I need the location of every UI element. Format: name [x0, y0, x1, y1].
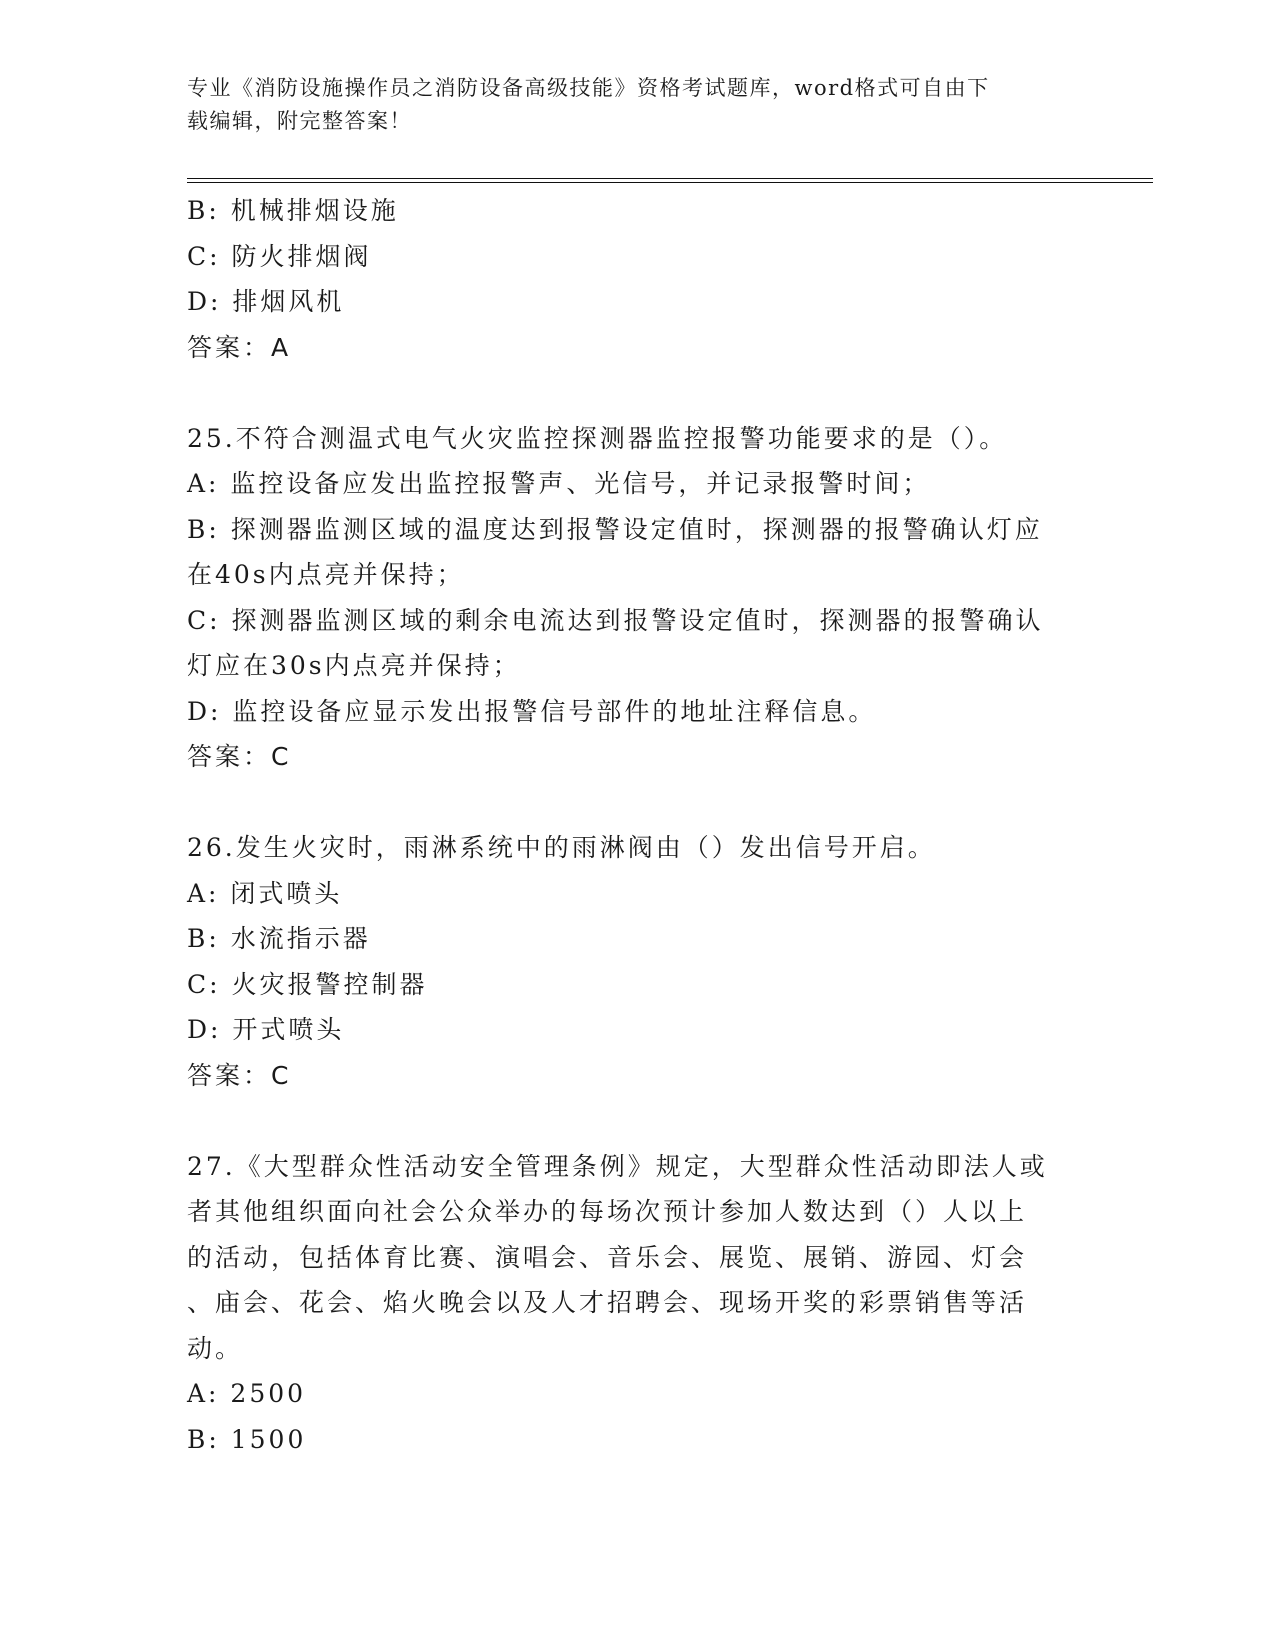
- q26-option-b: B: 水流指示器: [187, 924, 371, 953]
- spacer: [187, 780, 1077, 826]
- q26-answer: 答案：C: [187, 1060, 292, 1090]
- q27-stem-line-5: 动。: [187, 1333, 244, 1363]
- question-25: [187, 416, 1077, 780]
- q25-option-c-line-2: 灯应在30s内点亮并保持；: [187, 651, 521, 680]
- q27-stem-line-2: 者其他组织面向社会公众举办的每场次预计参加人数达到（）人以上: [187, 1197, 1028, 1226]
- q25-stem: 25.不符合测温式电气火灾监控探测器监控报警功能要求的是（）。: [187, 423, 1008, 453]
- question-26: [187, 825, 1077, 1098]
- q25-option-c-line-1: C: 探测器监测区域的剩余电流达到报警设定值时，探测器的报警确认: [187, 605, 1044, 635]
- q25-option-b-line-2: 在40s内点亮并保持；: [187, 560, 465, 589]
- q27-stem-line-1: 27.《大型群众性活动安全管理条例》规定，大型群众性活动即法人或: [187, 1151, 1048, 1181]
- question-24-tail: [187, 188, 1077, 370]
- document-header: [187, 72, 1067, 138]
- q24-option-b: B: 机械排烟设施: [187, 196, 399, 225]
- header-line-1: 专业《消防设施操作员之消防设备高级技能》资格考试题库，word格式可自由下: [187, 76, 990, 100]
- q27-option-b: B: 1500: [187, 1424, 307, 1454]
- q27-stem-line-4: 、庙会、花会、焰火晚会以及人才招聘会、现场开奖的彩票销售等活: [187, 1288, 1028, 1317]
- q25-option-d: D: 监控设备应显示发出报警信号部件的地址注释信息。: [187, 696, 877, 726]
- header-divider-top: [187, 178, 1153, 179]
- header-line-2: 载编辑，附完整答案！: [187, 109, 412, 133]
- q26-stem: 26.发生火灾时，雨淋系统中的雨淋阀由（）发出信号开启。: [187, 833, 936, 862]
- question-27: [187, 1144, 1077, 1463]
- q25-option-b-line-1: B: 探测器监测区域的温度达到报警设定值时，探测器的报警确认灯应: [187, 514, 1043, 544]
- header-divider-bottom: [187, 182, 1153, 183]
- q24-option-d: D: 排烟风机: [187, 287, 345, 316]
- q24-answer: 答案：A: [187, 332, 292, 362]
- q26-option-d: D: 开式喷头: [187, 1015, 345, 1044]
- q27-option-a: A: 2500: [187, 1379, 307, 1408]
- spacer: [187, 370, 1077, 416]
- q24-option-c: C: 防火排烟阀: [187, 241, 372, 271]
- spacer: [187, 1098, 1077, 1144]
- q27-stem-line-3: 的活动，包括体育比赛、演唱会、音乐会、展览、展销、游园、灯会: [187, 1242, 1028, 1272]
- q25-answer: 答案：C: [187, 742, 292, 771]
- q25-option-a: A: 监控设备应发出监控报警声、光信号，并记录报警时间；: [187, 469, 931, 498]
- question-content: [187, 188, 1077, 1462]
- q26-option-a: A: 闭式喷头: [187, 878, 343, 908]
- q26-option-c: C: 火灾报警控制器: [187, 969, 428, 999]
